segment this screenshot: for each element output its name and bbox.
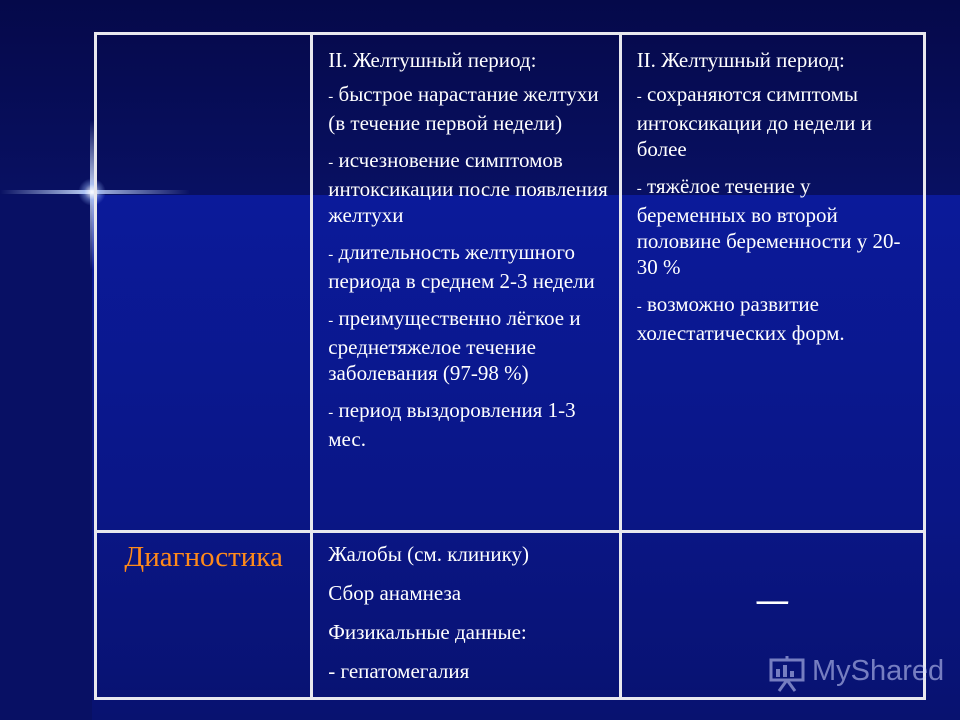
list-item: Физикальные данные: bbox=[328, 620, 527, 644]
cell-diagnostics-label bbox=[96, 532, 312, 699]
info-table bbox=[94, 32, 926, 700]
diagnostics-label: Диагностика bbox=[124, 541, 283, 573]
watermark-text: MyShared bbox=[812, 655, 945, 687]
table-row-jaundice bbox=[96, 34, 925, 532]
list-item: - сохраняются симптомы интоксикации до недели и более bbox=[636, 82, 872, 161]
list-item: - тяжёлое течение у беременных во второй половине беременности у 20-30 % bbox=[636, 174, 901, 279]
list-item: Жалобы (см. клинику) bbox=[328, 542, 529, 566]
cell-jaundice-period-2 bbox=[620, 34, 924, 532]
cell-heading: II. Желтушный период: bbox=[328, 48, 537, 72]
cell-jaundice-period-1 bbox=[312, 34, 620, 532]
list-item: - исчезновение симптомов интоксикации после появления желтухи bbox=[328, 148, 608, 227]
background-left bbox=[0, 195, 92, 720]
placeholder-dash: ___ bbox=[756, 581, 789, 605]
list-item: Сбор анамнеза bbox=[328, 581, 462, 605]
list-item: - гепатомегалия bbox=[328, 659, 470, 683]
presentation-icon bbox=[768, 656, 806, 692]
list-item: - период выздоровления 1-3 мес. bbox=[328, 398, 576, 451]
watermark bbox=[768, 654, 945, 694]
list-item: - преимущественно лёгкое и среднетяжелое течение заболевания (97-98 %) bbox=[328, 306, 581, 385]
list-item: - быстрое нарастание желтухи (в течение первой недели) bbox=[328, 82, 599, 135]
cell-empty bbox=[96, 34, 312, 532]
cell-heading: II. Желтушный период: bbox=[636, 48, 845, 72]
cell-diagnostics-methods bbox=[312, 532, 620, 699]
list-item: - возможно развитие холестатических форм. bbox=[636, 292, 845, 345]
list-item: - длительность желтушного периода в среднем 2-3 недели bbox=[328, 240, 595, 293]
